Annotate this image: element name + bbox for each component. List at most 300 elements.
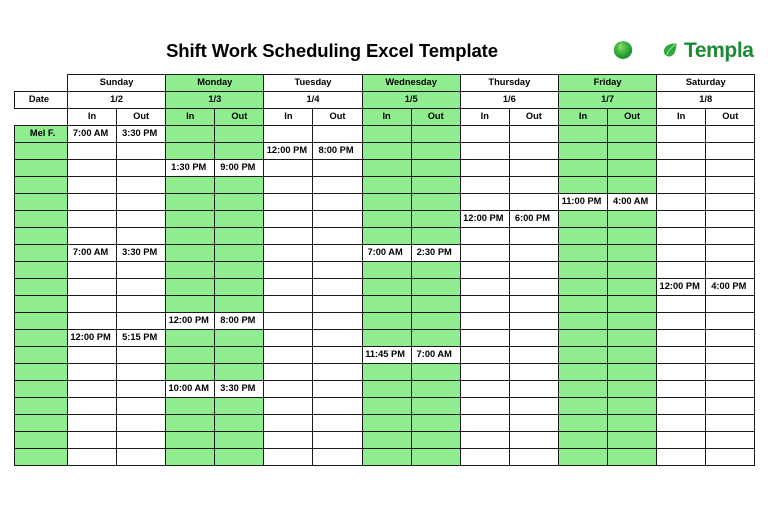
- in-cell-friday[interactable]: [558, 211, 607, 228]
- in-cell-thursday[interactable]: [460, 432, 509, 449]
- out-cell-saturday[interactable]: [706, 313, 755, 330]
- in-cell-saturday[interactable]: [657, 364, 706, 381]
- out-cell-monday[interactable]: 8:00 PM: [215, 313, 264, 330]
- employee-name-cell[interactable]: [15, 432, 68, 449]
- in-cell-thursday[interactable]: [460, 126, 509, 143]
- out-cell-tuesday[interactable]: [313, 313, 362, 330]
- out-cell-wednesday[interactable]: [411, 432, 460, 449]
- out-cell-tuesday[interactable]: [313, 228, 362, 245]
- out-cell-saturday[interactable]: [706, 211, 755, 228]
- out-cell-friday[interactable]: [608, 143, 657, 160]
- in-cell-wednesday[interactable]: [362, 398, 411, 415]
- out-cell-sunday[interactable]: [117, 194, 166, 211]
- employee-name-cell[interactable]: [15, 160, 68, 177]
- in-cell-sunday[interactable]: [68, 347, 117, 364]
- out-cell-tuesday[interactable]: [313, 296, 362, 313]
- in-cell-friday[interactable]: [558, 415, 607, 432]
- out-cell-tuesday[interactable]: [313, 279, 362, 296]
- in-cell-thursday[interactable]: [460, 415, 509, 432]
- out-cell-tuesday[interactable]: [313, 381, 362, 398]
- in-cell-thursday[interactable]: [460, 347, 509, 364]
- out-cell-monday[interactable]: [215, 211, 264, 228]
- out-cell-wednesday[interactable]: [411, 177, 460, 194]
- in-cell-wednesday[interactable]: [362, 194, 411, 211]
- out-cell-saturday[interactable]: [706, 245, 755, 262]
- out-cell-wednesday[interactable]: [411, 126, 460, 143]
- employee-name-cell[interactable]: [15, 143, 68, 160]
- in-cell-friday[interactable]: [558, 449, 607, 466]
- out-cell-wednesday[interactable]: [411, 211, 460, 228]
- in-cell-thursday[interactable]: 12:00 PM: [460, 211, 509, 228]
- out-cell-monday[interactable]: [215, 279, 264, 296]
- in-cell-wednesday[interactable]: [362, 126, 411, 143]
- in-cell-wednesday[interactable]: [362, 279, 411, 296]
- out-cell-tuesday[interactable]: [313, 347, 362, 364]
- in-cell-thursday[interactable]: [460, 143, 509, 160]
- out-cell-friday[interactable]: [608, 279, 657, 296]
- in-cell-saturday[interactable]: [657, 143, 706, 160]
- date-cell-monday[interactable]: 1/3: [166, 92, 264, 109]
- in-cell-tuesday[interactable]: [264, 398, 313, 415]
- out-cell-tuesday[interactable]: [313, 160, 362, 177]
- in-cell-friday[interactable]: [558, 347, 607, 364]
- in-cell-sunday[interactable]: 12:00 PM: [68, 330, 117, 347]
- out-cell-wednesday[interactable]: [411, 296, 460, 313]
- in-cell-thursday[interactable]: [460, 279, 509, 296]
- in-cell-wednesday[interactable]: [362, 160, 411, 177]
- out-cell-tuesday[interactable]: 8:00 PM: [313, 143, 362, 160]
- in-cell-monday[interactable]: [166, 296, 215, 313]
- out-cell-monday[interactable]: [215, 296, 264, 313]
- in-cell-wednesday[interactable]: [362, 228, 411, 245]
- in-cell-thursday[interactable]: [460, 177, 509, 194]
- out-cell-sunday[interactable]: 3:30 PM: [117, 245, 166, 262]
- in-cell-friday[interactable]: [558, 143, 607, 160]
- out-cell-tuesday[interactable]: [313, 194, 362, 211]
- in-cell-wednesday[interactable]: [362, 313, 411, 330]
- out-cell-friday[interactable]: [608, 449, 657, 466]
- out-cell-sunday[interactable]: [117, 177, 166, 194]
- in-cell-wednesday[interactable]: [362, 449, 411, 466]
- out-cell-sunday[interactable]: [117, 279, 166, 296]
- out-cell-tuesday[interactable]: [313, 449, 362, 466]
- in-cell-sunday[interactable]: [68, 262, 117, 279]
- out-cell-sunday[interactable]: [117, 347, 166, 364]
- in-cell-monday[interactable]: [166, 262, 215, 279]
- out-cell-thursday[interactable]: [509, 313, 558, 330]
- in-cell-sunday[interactable]: [68, 160, 117, 177]
- out-cell-thursday[interactable]: [509, 364, 558, 381]
- out-cell-friday[interactable]: [608, 245, 657, 262]
- out-cell-monday[interactable]: [215, 143, 264, 160]
- in-cell-saturday[interactable]: [657, 415, 706, 432]
- in-cell-tuesday[interactable]: [264, 160, 313, 177]
- out-cell-monday[interactable]: [215, 347, 264, 364]
- out-cell-friday[interactable]: 4:00 AM: [608, 194, 657, 211]
- out-cell-thursday[interactable]: [509, 143, 558, 160]
- employee-name-cell[interactable]: Mel F.: [15, 126, 68, 143]
- out-cell-sunday[interactable]: 3:30 PM: [117, 126, 166, 143]
- employee-name-cell[interactable]: [15, 228, 68, 245]
- out-cell-friday[interactable]: [608, 330, 657, 347]
- out-cell-wednesday[interactable]: 2:30 PM: [411, 245, 460, 262]
- employee-name-cell[interactable]: [15, 398, 68, 415]
- in-cell-sunday[interactable]: [68, 296, 117, 313]
- in-cell-saturday[interactable]: [657, 211, 706, 228]
- in-cell-wednesday[interactable]: [362, 262, 411, 279]
- in-cell-sunday[interactable]: [68, 364, 117, 381]
- out-cell-friday[interactable]: [608, 415, 657, 432]
- in-cell-tuesday[interactable]: [264, 313, 313, 330]
- in-cell-sunday[interactable]: [68, 381, 117, 398]
- in-cell-friday[interactable]: [558, 381, 607, 398]
- out-cell-saturday[interactable]: [706, 347, 755, 364]
- in-cell-sunday[interactable]: [68, 211, 117, 228]
- out-cell-saturday[interactable]: [706, 194, 755, 211]
- in-cell-tuesday[interactable]: [264, 364, 313, 381]
- out-cell-sunday[interactable]: 5:15 PM: [117, 330, 166, 347]
- employee-name-cell[interactable]: [15, 279, 68, 296]
- out-cell-wednesday[interactable]: [411, 143, 460, 160]
- in-cell-friday[interactable]: [558, 296, 607, 313]
- out-cell-wednesday[interactable]: 7:00 AM: [411, 347, 460, 364]
- in-cell-wednesday[interactable]: [362, 364, 411, 381]
- in-cell-thursday[interactable]: [460, 296, 509, 313]
- out-cell-wednesday[interactable]: [411, 194, 460, 211]
- out-cell-tuesday[interactable]: [313, 245, 362, 262]
- employee-name-cell[interactable]: [15, 177, 68, 194]
- in-cell-friday[interactable]: [558, 262, 607, 279]
- in-cell-tuesday[interactable]: [264, 449, 313, 466]
- out-cell-monday[interactable]: [215, 228, 264, 245]
- out-cell-thursday[interactable]: [509, 330, 558, 347]
- in-cell-saturday[interactable]: [657, 194, 706, 211]
- in-cell-tuesday[interactable]: [264, 126, 313, 143]
- out-cell-wednesday[interactable]: [411, 262, 460, 279]
- in-cell-wednesday[interactable]: 11:45 PM: [362, 347, 411, 364]
- in-cell-saturday[interactable]: [657, 177, 706, 194]
- in-cell-wednesday[interactable]: [362, 143, 411, 160]
- out-cell-monday[interactable]: [215, 245, 264, 262]
- employee-name-cell[interactable]: [15, 449, 68, 466]
- out-cell-saturday[interactable]: [706, 398, 755, 415]
- in-cell-thursday[interactable]: [460, 449, 509, 466]
- in-cell-tuesday[interactable]: [264, 194, 313, 211]
- in-cell-saturday[interactable]: [657, 449, 706, 466]
- in-cell-tuesday[interactable]: [264, 177, 313, 194]
- in-cell-saturday[interactable]: [657, 398, 706, 415]
- in-cell-thursday[interactable]: [460, 262, 509, 279]
- in-cell-monday[interactable]: [166, 126, 215, 143]
- employee-name-cell[interactable]: [15, 245, 68, 262]
- out-cell-sunday[interactable]: [117, 449, 166, 466]
- out-cell-tuesday[interactable]: [313, 415, 362, 432]
- in-cell-thursday[interactable]: [460, 330, 509, 347]
- in-cell-sunday[interactable]: [68, 177, 117, 194]
- out-cell-monday[interactable]: [215, 398, 264, 415]
- out-cell-saturday[interactable]: [706, 228, 755, 245]
- date-cell-wednesday[interactable]: 1/5: [362, 92, 460, 109]
- in-cell-monday[interactable]: 10:00 AM: [166, 381, 215, 398]
- date-cell-saturday[interactable]: 1/8: [657, 92, 755, 109]
- out-cell-saturday[interactable]: [706, 143, 755, 160]
- in-cell-saturday[interactable]: [657, 296, 706, 313]
- out-cell-monday[interactable]: [215, 330, 264, 347]
- in-cell-saturday[interactable]: [657, 381, 706, 398]
- in-cell-sunday[interactable]: 7:00 AM: [68, 126, 117, 143]
- out-cell-saturday[interactable]: [706, 262, 755, 279]
- out-cell-friday[interactable]: [608, 296, 657, 313]
- out-cell-sunday[interactable]: [117, 228, 166, 245]
- in-cell-wednesday[interactable]: [362, 415, 411, 432]
- in-cell-monday[interactable]: [166, 279, 215, 296]
- in-cell-friday[interactable]: [558, 160, 607, 177]
- in-cell-sunday[interactable]: [68, 432, 117, 449]
- in-cell-sunday[interactable]: [68, 313, 117, 330]
- in-cell-friday[interactable]: [558, 126, 607, 143]
- out-cell-saturday[interactable]: [706, 330, 755, 347]
- in-cell-friday[interactable]: [558, 279, 607, 296]
- in-cell-saturday[interactable]: [657, 160, 706, 177]
- out-cell-sunday[interactable]: [117, 160, 166, 177]
- in-cell-saturday[interactable]: [657, 330, 706, 347]
- in-cell-wednesday[interactable]: [362, 330, 411, 347]
- in-cell-saturday[interactable]: [657, 262, 706, 279]
- in-cell-tuesday[interactable]: [264, 279, 313, 296]
- in-cell-monday[interactable]: [166, 194, 215, 211]
- out-cell-wednesday[interactable]: [411, 313, 460, 330]
- in-cell-wednesday[interactable]: [362, 381, 411, 398]
- out-cell-thursday[interactable]: [509, 381, 558, 398]
- in-cell-monday[interactable]: [166, 177, 215, 194]
- in-cell-wednesday[interactable]: [362, 432, 411, 449]
- in-cell-monday[interactable]: 1:30 PM: [166, 160, 215, 177]
- in-cell-thursday[interactable]: [460, 194, 509, 211]
- in-cell-tuesday[interactable]: 12:00 PM: [264, 143, 313, 160]
- out-cell-monday[interactable]: 9:00 PM: [215, 160, 264, 177]
- out-cell-sunday[interactable]: [117, 262, 166, 279]
- in-cell-saturday[interactable]: [657, 347, 706, 364]
- in-cell-wednesday[interactable]: 7:00 AM: [362, 245, 411, 262]
- out-cell-saturday[interactable]: [706, 415, 755, 432]
- out-cell-saturday[interactable]: [706, 126, 755, 143]
- in-cell-monday[interactable]: [166, 415, 215, 432]
- in-cell-saturday[interactable]: [657, 126, 706, 143]
- in-cell-monday[interactable]: [166, 143, 215, 160]
- in-cell-tuesday[interactable]: [264, 211, 313, 228]
- out-cell-friday[interactable]: [608, 228, 657, 245]
- in-cell-friday[interactable]: [558, 432, 607, 449]
- out-cell-friday[interactable]: [608, 398, 657, 415]
- out-cell-wednesday[interactable]: [411, 381, 460, 398]
- in-cell-tuesday[interactable]: [264, 415, 313, 432]
- date-cell-tuesday[interactable]: 1/4: [264, 92, 362, 109]
- out-cell-sunday[interactable]: [117, 313, 166, 330]
- in-cell-thursday[interactable]: [460, 381, 509, 398]
- employee-name-cell[interactable]: [15, 194, 68, 211]
- out-cell-sunday[interactable]: [117, 211, 166, 228]
- out-cell-thursday[interactable]: [509, 262, 558, 279]
- out-cell-wednesday[interactable]: [411, 398, 460, 415]
- out-cell-sunday[interactable]: [117, 398, 166, 415]
- employee-name-cell[interactable]: [15, 262, 68, 279]
- out-cell-friday[interactable]: [608, 262, 657, 279]
- out-cell-friday[interactable]: [608, 211, 657, 228]
- in-cell-thursday[interactable]: [460, 398, 509, 415]
- out-cell-monday[interactable]: [215, 415, 264, 432]
- out-cell-monday[interactable]: [215, 194, 264, 211]
- date-cell-friday[interactable]: 1/7: [558, 92, 656, 109]
- out-cell-thursday[interactable]: [509, 296, 558, 313]
- employee-name-cell[interactable]: [15, 211, 68, 228]
- out-cell-sunday[interactable]: [117, 381, 166, 398]
- in-cell-friday[interactable]: [558, 364, 607, 381]
- in-cell-monday[interactable]: [166, 228, 215, 245]
- out-cell-friday[interactable]: [608, 432, 657, 449]
- in-cell-tuesday[interactable]: [264, 262, 313, 279]
- date-cell-thursday[interactable]: 1/6: [460, 92, 558, 109]
- in-cell-friday[interactable]: [558, 177, 607, 194]
- in-cell-tuesday[interactable]: [264, 228, 313, 245]
- out-cell-monday[interactable]: [215, 432, 264, 449]
- out-cell-thursday[interactable]: 6:00 PM: [509, 211, 558, 228]
- out-cell-monday[interactable]: [215, 262, 264, 279]
- employee-name-cell[interactable]: [15, 381, 68, 398]
- out-cell-wednesday[interactable]: [411, 160, 460, 177]
- in-cell-thursday[interactable]: [460, 313, 509, 330]
- out-cell-wednesday[interactable]: [411, 330, 460, 347]
- out-cell-saturday[interactable]: [706, 296, 755, 313]
- in-cell-monday[interactable]: [166, 347, 215, 364]
- out-cell-thursday[interactable]: [509, 398, 558, 415]
- out-cell-monday[interactable]: [215, 449, 264, 466]
- in-cell-tuesday[interactable]: [264, 296, 313, 313]
- out-cell-thursday[interactable]: [509, 279, 558, 296]
- in-cell-friday[interactable]: [558, 330, 607, 347]
- in-cell-monday[interactable]: [166, 432, 215, 449]
- out-cell-thursday[interactable]: [509, 160, 558, 177]
- out-cell-thursday[interactable]: [509, 347, 558, 364]
- in-cell-monday[interactable]: [166, 211, 215, 228]
- in-cell-sunday[interactable]: [68, 415, 117, 432]
- out-cell-friday[interactable]: [608, 364, 657, 381]
- out-cell-tuesday[interactable]: [313, 262, 362, 279]
- out-cell-tuesday[interactable]: [313, 177, 362, 194]
- in-cell-thursday[interactable]: [460, 245, 509, 262]
- in-cell-saturday[interactable]: [657, 245, 706, 262]
- in-cell-friday[interactable]: [558, 245, 607, 262]
- out-cell-tuesday[interactable]: [313, 432, 362, 449]
- in-cell-sunday[interactable]: [68, 398, 117, 415]
- out-cell-saturday[interactable]: [706, 160, 755, 177]
- employee-name-cell[interactable]: [15, 415, 68, 432]
- out-cell-sunday[interactable]: [117, 432, 166, 449]
- out-cell-sunday[interactable]: [117, 296, 166, 313]
- in-cell-tuesday[interactable]: [264, 330, 313, 347]
- employee-name-cell[interactable]: [15, 364, 68, 381]
- out-cell-monday[interactable]: [215, 177, 264, 194]
- employee-name-cell[interactable]: [15, 347, 68, 364]
- in-cell-wednesday[interactable]: [362, 177, 411, 194]
- out-cell-friday[interactable]: [608, 313, 657, 330]
- out-cell-thursday[interactable]: [509, 126, 558, 143]
- out-cell-thursday[interactable]: [509, 228, 558, 245]
- out-cell-thursday[interactable]: [509, 449, 558, 466]
- out-cell-monday[interactable]: 3:30 PM: [215, 381, 264, 398]
- in-cell-friday[interactable]: [558, 398, 607, 415]
- in-cell-friday[interactable]: 11:00 PM: [558, 194, 607, 211]
- in-cell-monday[interactable]: [166, 364, 215, 381]
- in-cell-friday[interactable]: [558, 228, 607, 245]
- out-cell-friday[interactable]: [608, 347, 657, 364]
- in-cell-sunday[interactable]: [68, 449, 117, 466]
- out-cell-wednesday[interactable]: [411, 449, 460, 466]
- in-cell-monday[interactable]: [166, 449, 215, 466]
- in-cell-saturday[interactable]: 12:00 PM: [657, 279, 706, 296]
- in-cell-tuesday[interactable]: [264, 381, 313, 398]
- employee-name-cell[interactable]: [15, 313, 68, 330]
- in-cell-tuesday[interactable]: [264, 432, 313, 449]
- in-cell-monday[interactable]: [166, 398, 215, 415]
- out-cell-tuesday[interactable]: [313, 330, 362, 347]
- out-cell-tuesday[interactable]: [313, 211, 362, 228]
- in-cell-saturday[interactable]: [657, 228, 706, 245]
- out-cell-saturday[interactable]: 4:00 PM: [706, 279, 755, 296]
- out-cell-saturday[interactable]: [706, 177, 755, 194]
- out-cell-thursday[interactable]: [509, 245, 558, 262]
- in-cell-sunday[interactable]: [68, 279, 117, 296]
- in-cell-sunday[interactable]: [68, 194, 117, 211]
- out-cell-thursday[interactable]: [509, 194, 558, 211]
- out-cell-sunday[interactable]: [117, 143, 166, 160]
- out-cell-saturday[interactable]: [706, 449, 755, 466]
- out-cell-sunday[interactable]: [117, 364, 166, 381]
- out-cell-tuesday[interactable]: [313, 364, 362, 381]
- out-cell-tuesday[interactable]: [313, 398, 362, 415]
- out-cell-thursday[interactable]: [509, 432, 558, 449]
- out-cell-friday[interactable]: [608, 126, 657, 143]
- out-cell-monday[interactable]: [215, 364, 264, 381]
- in-cell-tuesday[interactable]: [264, 245, 313, 262]
- out-cell-thursday[interactable]: [509, 177, 558, 194]
- in-cell-monday[interactable]: [166, 245, 215, 262]
- in-cell-monday[interactable]: [166, 330, 215, 347]
- in-cell-wednesday[interactable]: [362, 211, 411, 228]
- employee-name-cell[interactable]: [15, 330, 68, 347]
- out-cell-sunday[interactable]: [117, 415, 166, 432]
- employee-name-cell[interactable]: [15, 296, 68, 313]
- out-cell-saturday[interactable]: [706, 381, 755, 398]
- in-cell-sunday[interactable]: 7:00 AM: [68, 245, 117, 262]
- out-cell-wednesday[interactable]: [411, 228, 460, 245]
- in-cell-sunday[interactable]: [68, 228, 117, 245]
- in-cell-thursday[interactable]: [460, 160, 509, 177]
- out-cell-wednesday[interactable]: [411, 415, 460, 432]
- out-cell-friday[interactable]: [608, 177, 657, 194]
- out-cell-tuesday[interactable]: [313, 126, 362, 143]
- in-cell-thursday[interactable]: [460, 364, 509, 381]
- in-cell-monday[interactable]: 12:00 PM: [166, 313, 215, 330]
- in-cell-sunday[interactable]: [68, 143, 117, 160]
- out-cell-wednesday[interactable]: [411, 279, 460, 296]
- in-cell-saturday[interactable]: [657, 432, 706, 449]
- in-cell-thursday[interactable]: [460, 228, 509, 245]
- in-cell-saturday[interactable]: [657, 313, 706, 330]
- in-cell-tuesday[interactable]: [264, 347, 313, 364]
- out-cell-saturday[interactable]: [706, 432, 755, 449]
- out-cell-wednesday[interactable]: [411, 364, 460, 381]
- out-cell-friday[interactable]: [608, 160, 657, 177]
